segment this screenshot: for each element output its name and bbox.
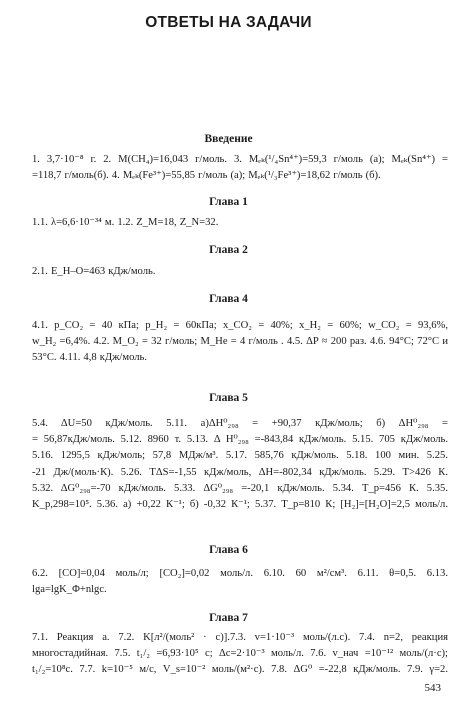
section-heading-chapter-6: Глава 6 xyxy=(209,544,248,556)
answer-line: 7.1. Реакция а. 7.2. K[л²/(моль² · с)].7.3. v=1·10⁻³ моль/(л.с). 7.4. n=2, реакция xyxy=(32,632,448,643)
answer-line: 1.1. λ=6,6·10⁻³⁴ м. 1.2. Z_M=18, Z_N=32. xyxy=(32,217,219,228)
section-heading-chapter-2: Глава 2 xyxy=(209,244,248,256)
section-body-chapter-6 xyxy=(30,566,448,598)
section-heading-chapter-4: Глава 4 xyxy=(209,293,248,305)
answer-line: 6.2. [CO]=0,04 моль/л; [CO₂]=0,02 моль/л. 6.10. 60 м²/см³. 6.11. θ=0,5. 6.13. xyxy=(32,568,448,579)
section-heading-chapter-5: Глава 5 xyxy=(209,392,248,404)
page-number: 543 xyxy=(424,682,441,694)
section-heading-chapter-1: Глава 1 xyxy=(209,196,248,208)
answer-line: 5.4. ΔU=50 кДж/моль. 5.11. а)ΔH⁰₂₉₈ = +90,37 кДж/моль; б) ΔH⁰₂₉₈ = xyxy=(32,418,448,429)
section-body-chapter-5 xyxy=(30,416,448,513)
answer-line: 5.32. ΔG⁰₂₉₈=-70 кДж/моль. 5.33. ΔG⁰₂₉₈ =-20,1 кДж/моль. 5.34. T_p=456 К. 5.35. xyxy=(32,482,448,494)
answer-line: 4.1. p_CO₂ = 40 кПа; p_H₂ = 60кПа; x_CO₂ = 40%; x_H₂ = 60%; w_CO₂ = 93,6%, xyxy=(32,320,448,331)
section-heading-chapter-7: Глава 7 xyxy=(209,612,248,624)
answer-line: lga=lgK_Φ+nlgc. xyxy=(32,584,107,596)
answer-line: 1. 3,7·10⁻⁸ г. 2. M(CH₄)=16,043 г/моль. 3. Mₑₖ(¹/₄Sn⁴⁺)=59,3 г/моль (а); Mₑₖ(Sn⁴⁺) = xyxy=(32,154,448,165)
answer-line: -21 Дж/(моль·К). 5.26. TΔS=-1,55 кДж/моль, ΔH=-802,34 кДж/моль. 5.29. T>426 К. xyxy=(32,466,448,478)
section-body-chapter-7 xyxy=(30,630,448,679)
answer-line: многостадийная. 7.5. t₁/₂ =6,93·10⁵ с; Δc=2·10⁻³ моль/л. 7.6. v_нач =10⁻¹² моль/(л·с); xyxy=(32,648,448,660)
answer-line: t₁/₂=10⁸с. 7.7. k=10⁻⁵ м/с, V_s=10⁻² моль/(м²·с). 7.8. ΔG⁰ =-22,8 кДж/моль. 7.9. γ=2. xyxy=(32,664,448,676)
section-heading-intro: Введение xyxy=(204,133,253,145)
answer-line: K_p,298=10⁵. 5.36. а) +0,22 К⁻¹; б) -0,32 К⁻¹; 5.37. T_p=810 К; [H₂]=[H₂O]=2,5 моль/л. xyxy=(32,499,448,511)
page-title: ОТВЕТЫ НА ЗАДАЧИ xyxy=(145,14,312,31)
section-body-chapter-4 xyxy=(30,318,448,367)
section-body-intro xyxy=(30,152,448,184)
answer-line: 53°С. 4.11. 4,8 кДж/моль. xyxy=(32,352,147,364)
answer-line: = 56,87кДж/моль. 5.12. 8960 т. 5.13. Δ H⁰₂₉₈ =-843,84 кДж/моль. 5.15. 705 кДж/моль. xyxy=(32,434,448,446)
answer-line: w_H₂ =6,4%. 4.2. M_O₂ = 32 г/моль; M_He = 4 г/моль . 4.5. ΔP ≈ 200 раз. 4.6. 94°С; 72°С и xyxy=(32,336,448,348)
answer-line: 5.16. 1295,5 кДж/моль; 57,8 МДж/м³. 5.17. 585,76 кДж/моль. 5.18. 100 мин. 5.25. xyxy=(32,450,448,462)
answer-line: =118,7 г/моль(б). 4. Mₑₖ(Fe³⁺)=55,85 г/моль (а); Mₑₖ(¹/₃Fe³⁺)=18,62 г/моль (б). xyxy=(32,170,381,182)
section-body-chapter-1 xyxy=(30,215,448,231)
section-body-chapter-2 xyxy=(30,264,448,280)
answer-line: 2.1. E_H–O=463 кДж/моль. xyxy=(32,266,156,277)
